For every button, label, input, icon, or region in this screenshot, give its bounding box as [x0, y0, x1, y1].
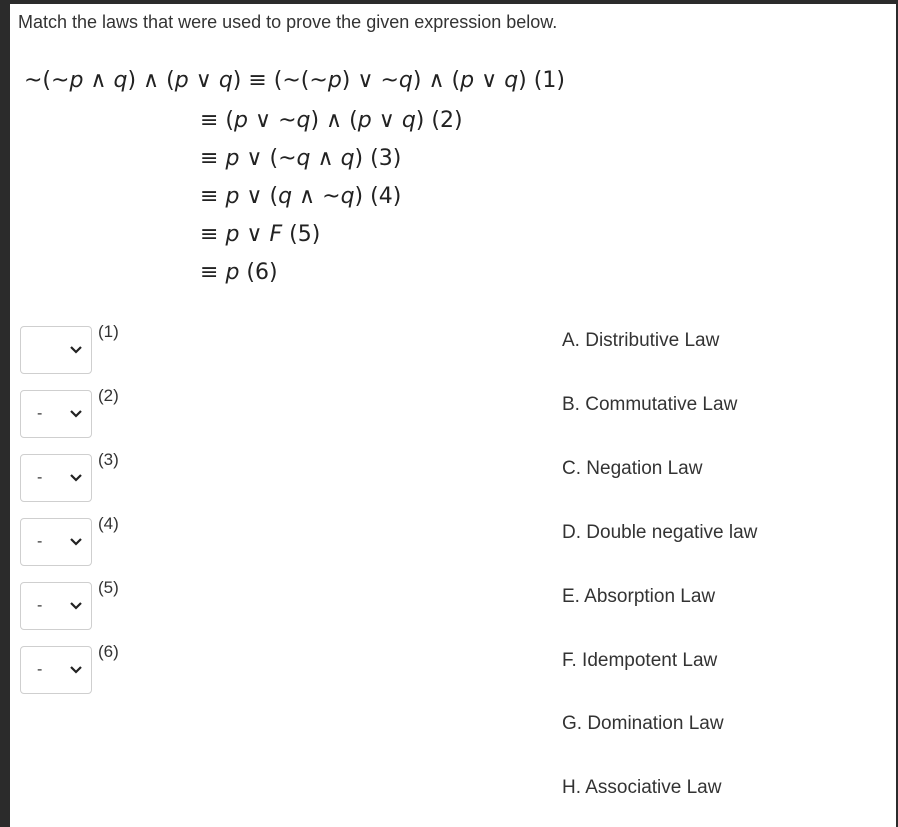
answer-row-5 — [20, 578, 220, 632]
chevron-down-icon — [69, 665, 83, 675]
answer-select-5[interactable] — [20, 582, 92, 630]
answer-row-6 — [20, 642, 220, 696]
option-g: G. Domination Law — [562, 713, 724, 734]
answer-select-3-value: - — [37, 469, 43, 486]
answer-select-3[interactable] — [20, 454, 92, 502]
answer-row-2-label: (2) — [98, 386, 119, 405]
proof-line-5: ≡ p ∨ F (5) — [200, 222, 321, 247]
proof-line-2: ≡ (p ∨ ~q) ∧ (p ∨ q) (2) — [200, 108, 463, 133]
option-a: A. Distributive Law — [562, 330, 720, 351]
answer-row-3 — [20, 450, 220, 504]
chevron-down-icon — [69, 409, 83, 419]
option-h: H. Associative Law — [562, 777, 722, 798]
answer-select-4[interactable] — [20, 518, 92, 566]
option-c: C. Negation Law — [562, 458, 703, 479]
answer-select-6[interactable] — [20, 646, 92, 694]
answer-row-4 — [20, 514, 220, 568]
answer-select-6-value: - — [37, 661, 43, 678]
chevron-down-icon — [69, 601, 83, 611]
proof-line-4: ≡ p ∨ (q ∧ ~q) (4) — [200, 184, 402, 209]
answer-row-4-label: (4) — [98, 514, 119, 533]
chevron-down-icon — [69, 473, 83, 483]
answer-row-3-label: (3) — [98, 450, 119, 469]
option-e: E. Absorption Law — [562, 586, 716, 607]
answer-row-5-label: (5) — [98, 578, 119, 597]
answer-select-4-value: - — [37, 533, 43, 550]
answer-row-6-label: (6) — [98, 642, 119, 661]
question-panel — [10, 4, 896, 827]
answer-row-1 — [20, 322, 220, 376]
answer-select-1[interactable] — [20, 326, 92, 374]
question-text: Match the laws that were used to prove the given expression below. — [18, 12, 558, 32]
answer-select-2[interactable] — [20, 390, 92, 438]
chevron-down-icon — [69, 537, 83, 547]
proof-line-3: ≡ p ∨ (~q ∧ q) (3) — [200, 146, 402, 171]
answer-row-2 — [20, 386, 220, 440]
option-f: F. Idempotent Law — [562, 650, 718, 671]
answer-select-2-value: - — [37, 405, 43, 422]
option-b: B. Commutative Law — [562, 394, 738, 415]
answer-row-1-label: (1) — [98, 322, 119, 341]
proof-line-6: ≡ p (6) — [200, 260, 278, 285]
chevron-down-icon — [69, 345, 83, 355]
option-d: D. Double negative law — [562, 522, 758, 543]
proof-line-1: ~(~p ∧ q) ∧ (p ∨ q) ≡ (~(~p) ∨ ~q) ∧ (p ∨ q) (1) — [24, 68, 565, 93]
answer-select-5-value: - — [37, 597, 43, 614]
